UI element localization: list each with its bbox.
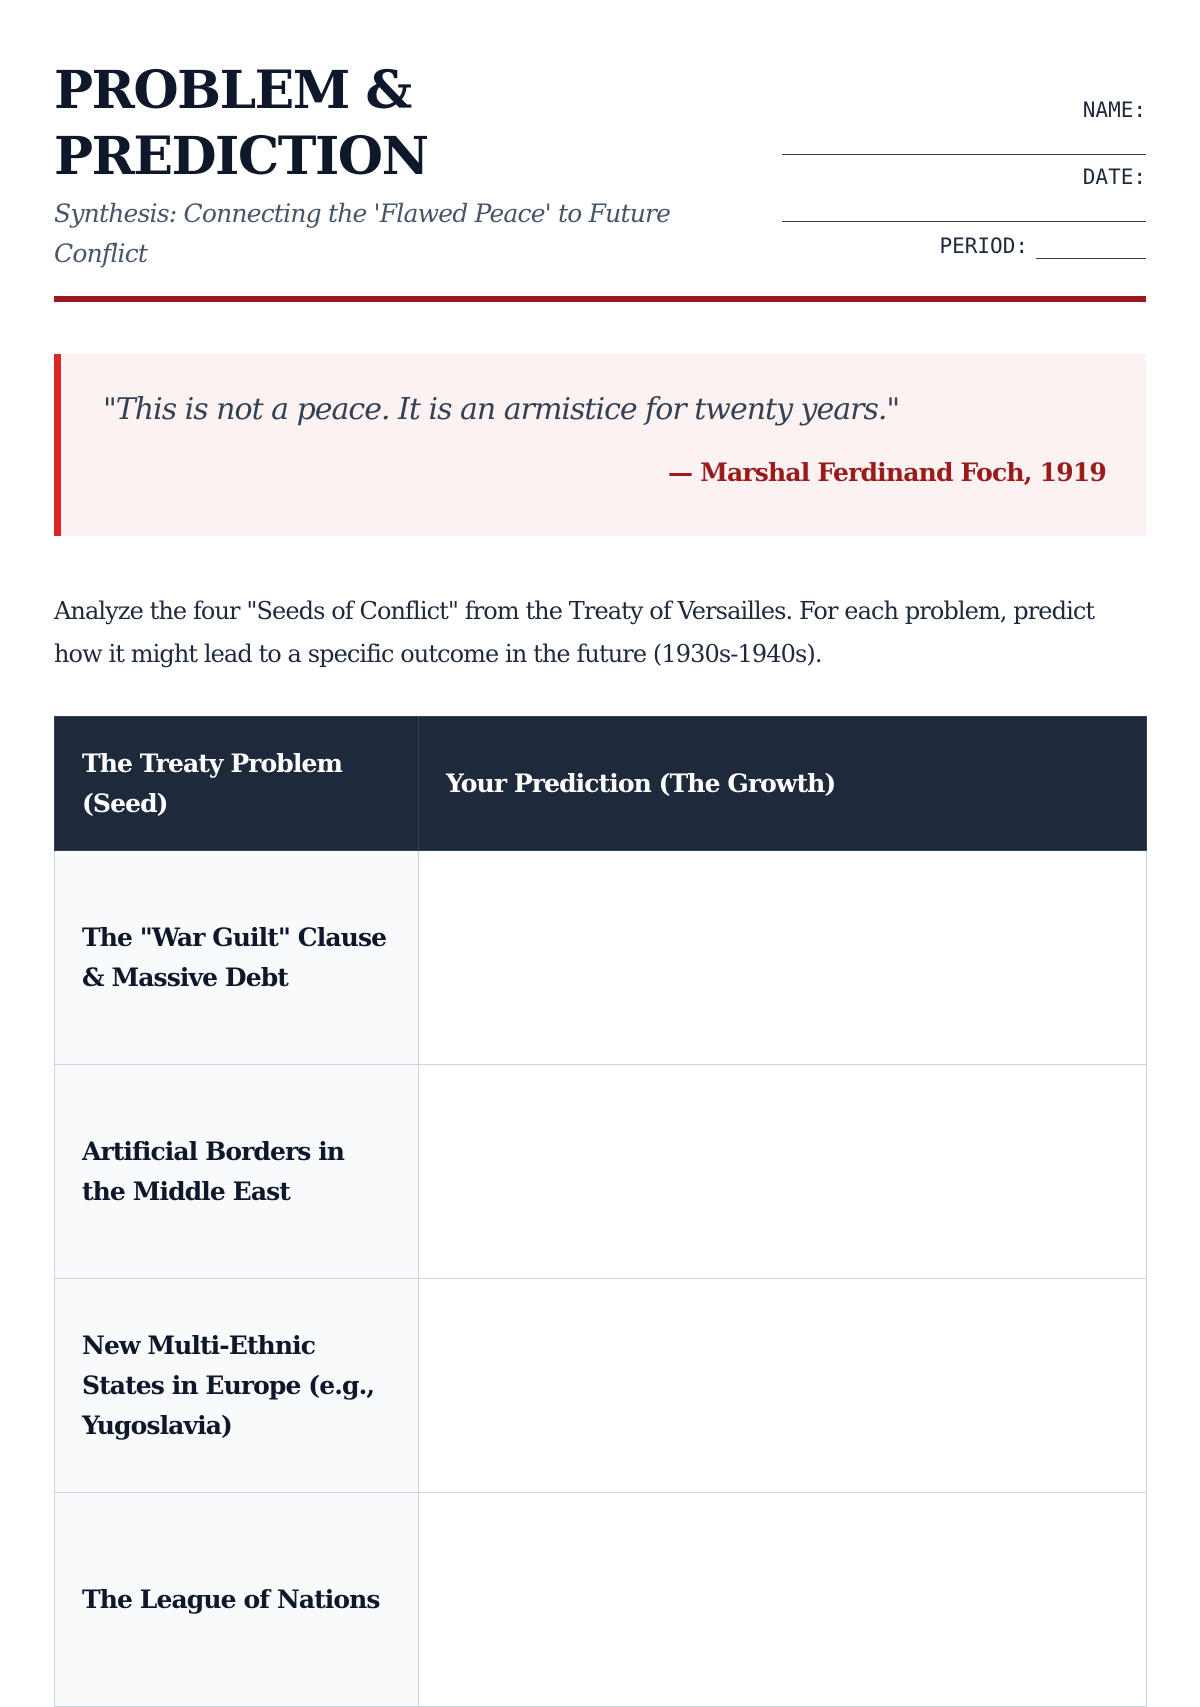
problem-prediction-table bbox=[54, 716, 1147, 1707]
title-line-1: PROBLEM & bbox=[54, 60, 411, 121]
table-row bbox=[55, 851, 1147, 1065]
title-block bbox=[54, 58, 734, 274]
period-field[interactable] bbox=[1036, 234, 1146, 259]
column-header-problem: The Treaty Problem (Seed) bbox=[55, 717, 419, 851]
prediction-answer-cell[interactable] bbox=[419, 851, 1147, 1065]
table-header-row bbox=[55, 717, 1147, 851]
date-label: DATE: bbox=[1082, 165, 1146, 189]
instructions: Analyze the four "Seeds of Conflict" from the Treaty of Versailles. For each problem, predict how it might lead to a specific outcome in the future (1930s-1940s). bbox=[54, 597, 1095, 668]
prediction-answer-cell[interactable] bbox=[419, 1065, 1147, 1279]
name-row bbox=[776, 98, 1146, 165]
date-field[interactable] bbox=[782, 221, 1146, 222]
header-divider bbox=[54, 296, 1146, 302]
name-label: NAME: bbox=[1082, 98, 1146, 122]
page-title bbox=[54, 58, 734, 190]
problem-cell: The "War Guilt" Clause & Massive Debt bbox=[55, 851, 419, 1065]
quote-text: "This is not a peace. It is an armistice for twenty years." bbox=[103, 392, 900, 427]
page-subtitle: Synthesis: Connecting the 'Flawed Peace' to Future Conflict bbox=[54, 199, 671, 268]
student-info bbox=[776, 98, 1146, 258]
title-line-2: PREDICTION bbox=[54, 126, 428, 187]
quote-box bbox=[54, 354, 1146, 536]
table-row bbox=[55, 1279, 1147, 1493]
problem-cell: New Multi-Ethnic States in Europe (e.g., Yugoslavia) bbox=[55, 1279, 419, 1493]
prediction-answer-cell[interactable] bbox=[419, 1279, 1147, 1493]
quote-author: — Marshal Ferdinand Foch, 1919 bbox=[667, 458, 1106, 487]
column-header-prediction: Your Prediction (The Growth) bbox=[419, 717, 1147, 851]
table-row bbox=[55, 1065, 1147, 1279]
problem-cell: Artificial Borders in the Middle East bbox=[55, 1065, 419, 1279]
problem-cell: The League of Nations bbox=[55, 1493, 419, 1707]
period-label: PERIOD: bbox=[939, 234, 1028, 258]
name-field[interactable] bbox=[782, 154, 1146, 155]
header bbox=[54, 58, 1146, 298]
period-row bbox=[776, 234, 1146, 259]
date-row bbox=[776, 165, 1146, 232]
worksheet-page bbox=[54, 0, 1146, 1614]
